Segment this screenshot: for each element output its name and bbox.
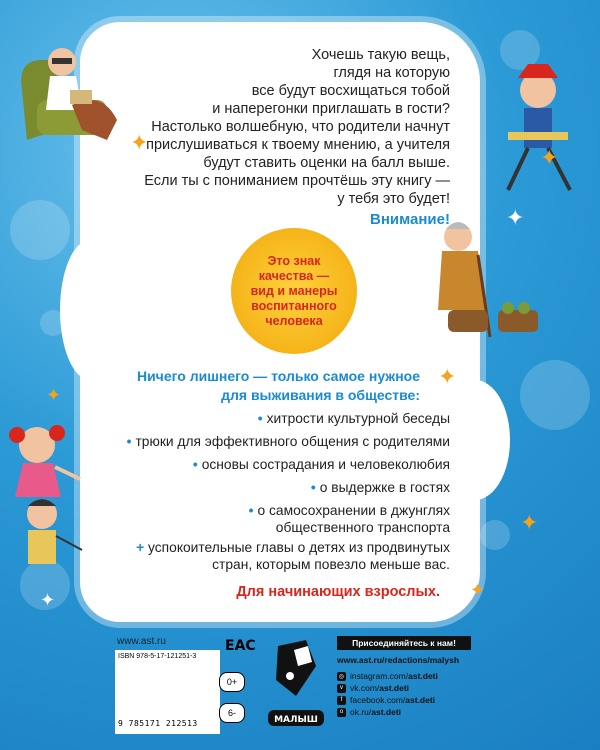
star-decoration: ✦ [130, 130, 149, 155]
feature-list [100, 410, 450, 542]
star-decoration: ✦ [438, 364, 457, 389]
seal-line: Это знак [267, 253, 321, 268]
old-man-with-basket-illustration [428, 215, 543, 340]
bullet-marker: • [248, 503, 254, 518]
seal-line: воспитанного [251, 298, 337, 313]
barcode [118, 663, 217, 719]
star-decoration: ✦ [520, 510, 539, 535]
intro-line: будут ставить оценки на балл выше. [203, 155, 450, 171]
panel-edge-wave [440, 380, 510, 500]
star-decoration: ✦ [470, 580, 486, 600]
social-handle: ast.deti [408, 671, 438, 681]
bullet-marker: • [192, 457, 198, 472]
social-link-instagram[interactable] [337, 671, 438, 681]
logo-text: МАЛЫШ [274, 715, 318, 725]
star-decoration: ✦ [46, 385, 62, 405]
malysh-logo [266, 636, 326, 732]
social-handle: ast.deti [405, 695, 436, 705]
lead-line: Ничего лишнего — только самое нужное [136, 368, 420, 384]
join-url-link[interactable]: www.ast.ru/redactions/malysh [337, 655, 460, 665]
bonus-note-line: стран, которым повезло меньше вас. [212, 557, 450, 572]
list-item [100, 456, 450, 473]
plus-sign: + [136, 540, 145, 555]
list-item-text: о выдержке в гостях [319, 480, 450, 495]
intro-line: все будут восхищаться тобой [251, 83, 450, 99]
panel-edge-wave [60, 240, 120, 380]
vk-icon: v [337, 684, 346, 693]
age-rating-badge: 0+ [219, 672, 245, 692]
star-decoration: ✦ [540, 145, 559, 170]
bonus-note [100, 539, 450, 573]
bullet-marker: • [126, 434, 132, 449]
star-decoration: ✦ [40, 590, 56, 610]
list-item [100, 410, 450, 427]
quality-seal-text [242, 254, 346, 329]
intro-line: Хочешь такую вещь, [311, 47, 450, 63]
social-handle: ast.deti [379, 683, 410, 693]
social-prefix: ok.ru/ [350, 707, 372, 717]
eac-mark: EAC [225, 638, 256, 654]
social-handle: ast.deti [371, 707, 402, 717]
background-bubble [520, 360, 590, 430]
list-item [100, 433, 450, 450]
background-bubble [480, 520, 510, 550]
girl-with-pigtails-illustration [5, 405, 85, 500]
isbn-barcode-block [115, 650, 220, 734]
seal-line: качества — [258, 268, 330, 283]
quality-seal [231, 228, 357, 354]
social-prefix: vk.com/ [350, 683, 380, 693]
star-decoration: ✦ [506, 205, 525, 230]
seal-line: вид и манеры [250, 283, 338, 298]
list-item [100, 479, 450, 496]
publisher-url[interactable]: www.ast.ru [117, 636, 166, 647]
facebook-icon: f [337, 696, 346, 705]
social-link-vk[interactable] [337, 683, 409, 693]
list-item-text: трюки для эффективного общения с родителями [135, 434, 450, 449]
instagram-icon: ◎ [338, 673, 345, 680]
social-prefix: facebook.com/ [350, 695, 406, 705]
social-link-ok[interactable] [337, 707, 401, 717]
intro-line: Если ты с пониманием прочтёшь эту книгу — [144, 173, 450, 189]
lead-heading [100, 367, 420, 405]
list-item-text: основы сострадания и человеколюбия [201, 457, 450, 472]
lead-line: для выживания в обществе: [221, 387, 420, 403]
background-bubble [10, 200, 70, 260]
list-item-text: хитрости культурной беседы [266, 411, 450, 426]
list-item [100, 502, 450, 536]
isbn-text: ISBN 978-5-17-121251-3 [118, 653, 197, 660]
intro-line: у тебя это будет! [337, 191, 450, 207]
age-rating-badge: 6- [219, 703, 245, 723]
barcode-number: 9 785171 212513 [118, 719, 198, 728]
intro-line: и наперегонки приглашать в гости? [212, 101, 450, 117]
list-item-text: общественного транспорта [275, 520, 450, 535]
attention-heading: Внимание! [370, 211, 450, 228]
intro-line: прислушиваться к твоему мнению, а учителя [146, 137, 450, 153]
social-link-facebook[interactable] [337, 695, 435, 705]
list-item-text: о самосохранении в джунглях [257, 503, 450, 518]
ok-icon: o [337, 708, 346, 717]
boy-illustration [10, 490, 90, 575]
girl-with-hat-illustration [488, 60, 588, 200]
join-us-banner: Присоединяйтесь к нам! [337, 636, 471, 650]
bullet-marker: • [310, 480, 316, 495]
bonus-note-line: успокоительные главы о детях из продвинутых [148, 540, 450, 555]
intro-line: глядя на которую [333, 65, 450, 81]
seal-line: человека [265, 313, 323, 328]
intro-line: Настолько волшебную, что родители начнут [151, 119, 450, 135]
bullet-marker: • [257, 411, 263, 426]
audience-tagline: Для начинающих взрослых. [236, 584, 440, 600]
intro-paragraph [100, 46, 450, 208]
social-prefix: instagram.com/ [350, 671, 409, 681]
